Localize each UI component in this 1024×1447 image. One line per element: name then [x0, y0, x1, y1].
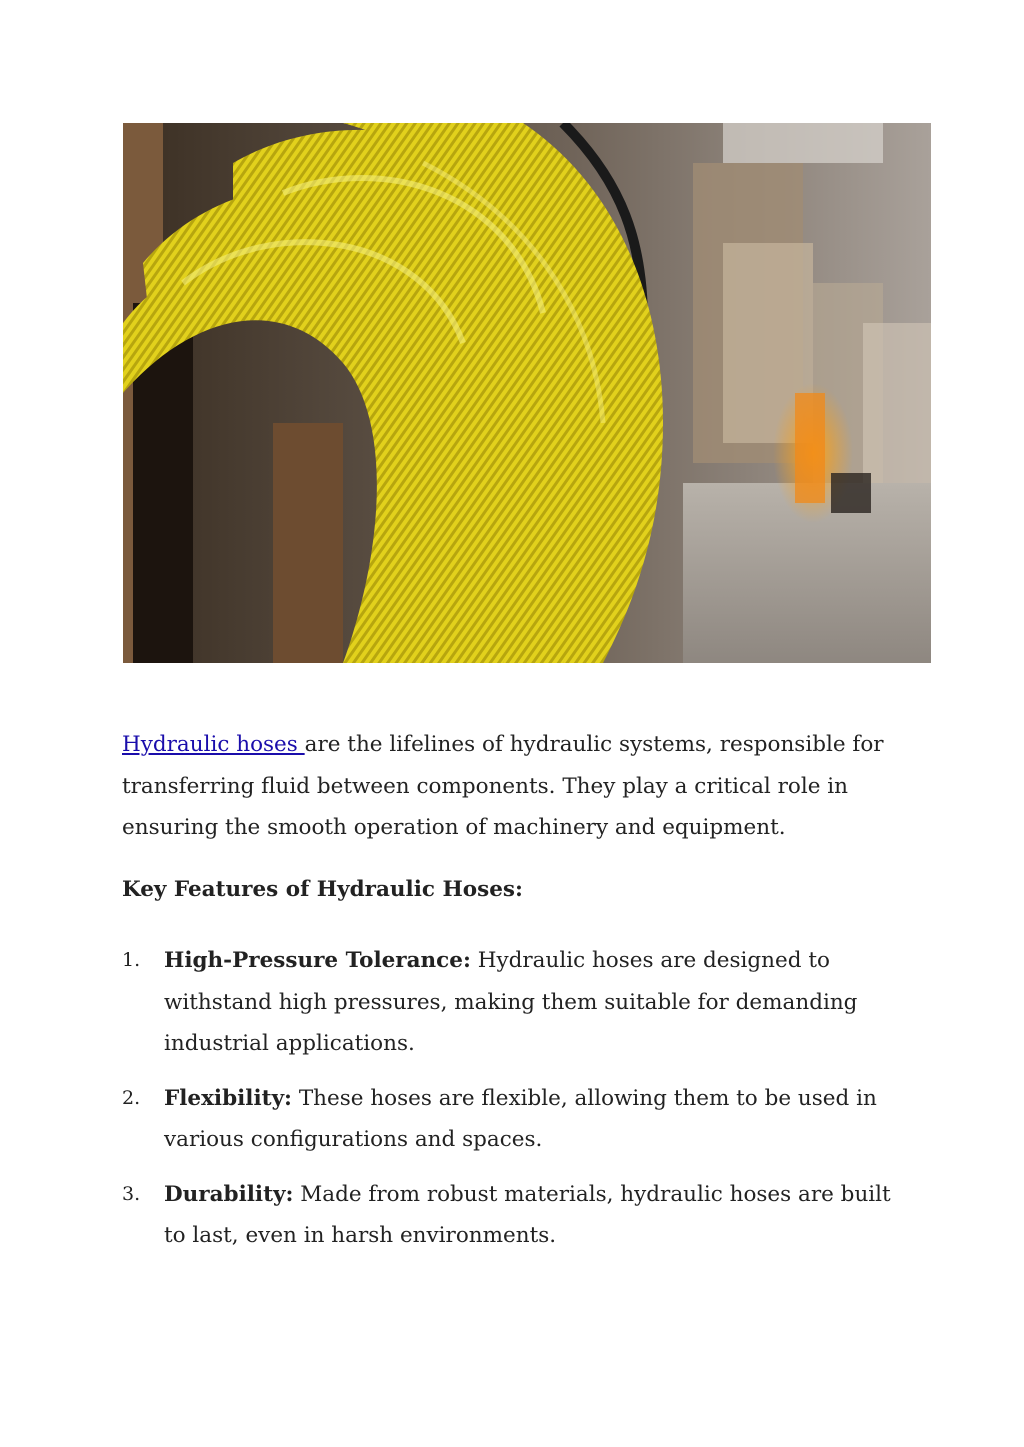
list-item: [122, 1174, 912, 1257]
list-number: 2.: [122, 1086, 141, 1109]
list-item: [122, 940, 912, 1065]
list-item: [122, 1078, 912, 1161]
hoses-illustration: [123, 123, 931, 663]
list-number: 3.: [122, 1182, 141, 1205]
intro-paragraph: [122, 724, 912, 849]
list-number: 1.: [122, 949, 141, 971]
feature-title: High-Pressure Tolerance:: [164, 948, 471, 973]
feature-title: Durability:: [164, 1181, 294, 1207]
feature-title: Flexibility:: [164, 1085, 292, 1111]
features-list: [122, 940, 912, 1257]
intro-text: are the lifelines of hydraulic systems, responsible for transferring fluid between components. They play a critical role in ensuring the smooth operation of machinery and equipment.: [122, 732, 884, 840]
feature-text: Made from robust materials, hydraulic hoses are built to last, even in harsh environments.: [164, 1181, 891, 1248]
article-body: [122, 724, 912, 1270]
feature-text: These hoses are flexible, allowing them to be used in various configurations and spaces.: [164, 1085, 877, 1152]
hydraulic-hoses-photo: [123, 123, 931, 663]
hydraulic-hoses-link[interactable]: Hydraulic hoses: [122, 732, 305, 757]
features-heading: Key Features of Hydraulic Hoses:: [122, 876, 523, 902]
feature-text: Hydraulic hoses are designed to withstand high pressures, making them suitable for demanding industrial applications.: [164, 948, 858, 1056]
